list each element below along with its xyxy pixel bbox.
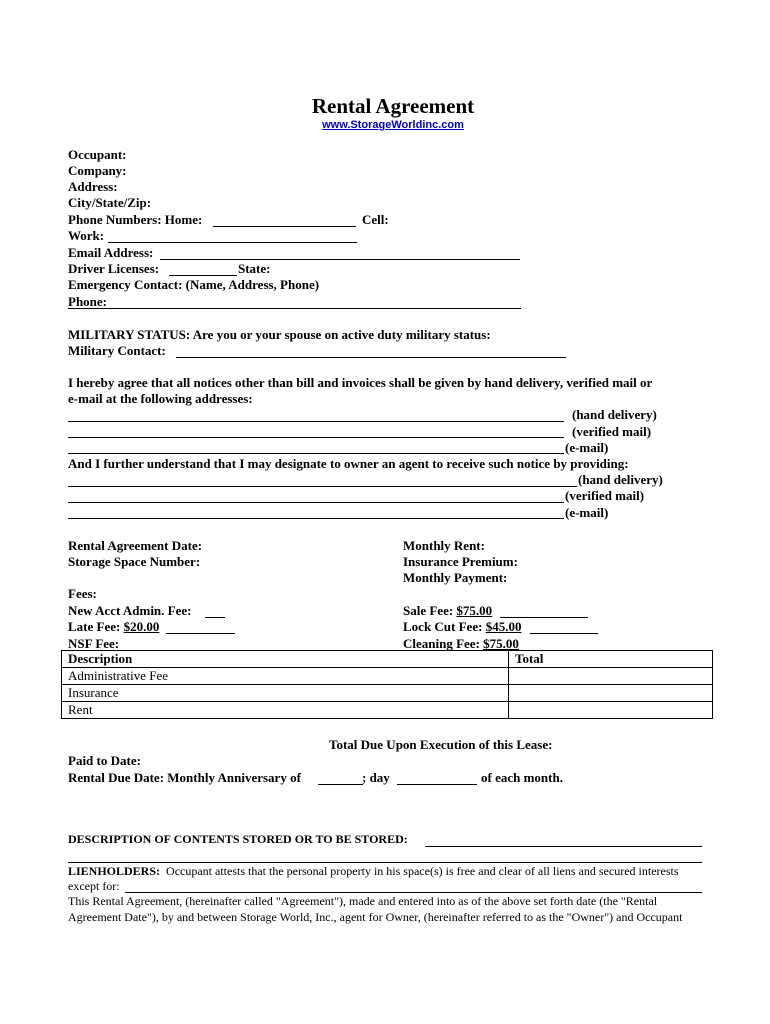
- city-state-zip-label: City/State/Zip:: [68, 195, 152, 210]
- monthly-payment-label: Monthly Payment:: [403, 570, 508, 585]
- row-description: Rent: [62, 702, 509, 719]
- row-description: Administrative Fee: [62, 668, 509, 685]
- sale-fee-value: $75.00: [456, 603, 493, 618]
- email-notice-label: (e-mail): [565, 440, 609, 455]
- occupant-label: Occupant:: [68, 147, 127, 162]
- fees-table: [61, 650, 713, 719]
- sale-fee: [403, 603, 492, 619]
- agent-email-field[interactable]: [68, 518, 564, 519]
- row-total[interactable]: [509, 702, 713, 719]
- agreement-text-line1: This Rental Agreement, (hereinafter called "Agreement"), made and entered into as of the above set forth date (the "Rental: [68, 894, 658, 908]
- phone-home-field[interactable]: [213, 226, 356, 227]
- agent-verified-mail-label: (verified mail): [565, 488, 645, 503]
- late-fee-value: $20.00: [123, 619, 160, 634]
- rental-agreement-date-label: Rental Agreement Date:: [68, 538, 203, 553]
- state-label: State:: [238, 261, 271, 276]
- lienholders-text: [68, 864, 679, 879]
- lock-cut-fee-value: $45.00: [485, 619, 522, 634]
- phone-label: Phone:: [68, 294, 107, 309]
- rental-due-date-prefix: Rental Due Date: Monthly Anniversary of: [68, 770, 301, 785]
- row-total[interactable]: [509, 685, 713, 702]
- total-header: Total: [509, 651, 713, 668]
- admin-fee-label: New Acct Admin. Fee:: [68, 603, 192, 618]
- cleaning-fee-label: Cleaning Fee:: [403, 636, 480, 651]
- table-row: [62, 702, 713, 719]
- fees-title: Fees:: [68, 586, 97, 601]
- lienholders-statement: Occupant attests that the personal property in his space(s) is free and clear of all liens and secured interests: [166, 864, 679, 878]
- anniversary-field[interactable]: [318, 784, 363, 785]
- address-label: Address:: [68, 179, 118, 194]
- hand-delivery-field[interactable]: [68, 421, 564, 422]
- company-label: Company:: [68, 163, 127, 178]
- driver-license-label: Driver Licenses:: [68, 261, 160, 276]
- hand-delivery-label: (hand delivery): [572, 407, 657, 422]
- military-status-label: MILITARY STATUS: Are you or your spouse on active duty military status:: [68, 327, 491, 342]
- email-label: Email Address:: [68, 245, 154, 260]
- work-label: Work:: [68, 228, 105, 243]
- late-fee-label: Late Fee:: [68, 619, 121, 634]
- page-title: Rental Agreement: [311, 94, 475, 118]
- driver-license-field[interactable]: [169, 275, 237, 276]
- table-row: [62, 685, 713, 702]
- late-fee: [68, 619, 159, 635]
- row-total[interactable]: [509, 668, 713, 685]
- total-due-label: Total Due Upon Execution of this Lease:: [329, 737, 553, 752]
- phone-home-label: Phone Numbers: Home:: [68, 212, 203, 227]
- email-notice-field[interactable]: [68, 453, 564, 454]
- agent-hand-delivery-field[interactable]: [68, 486, 577, 487]
- monthly-rent-label: Monthly Rent:: [403, 538, 485, 553]
- military-contact-field[interactable]: [176, 357, 566, 358]
- agent-email-label: (e-mail): [565, 505, 609, 520]
- lock-cut-fee-label: Lock Cut Fee:: [403, 619, 483, 634]
- except-for-label: except for:: [68, 879, 120, 893]
- verified-mail-field[interactable]: [68, 437, 564, 438]
- table-header-row: [62, 651, 713, 668]
- lock-cut-fee: [403, 619, 521, 635]
- nsf-fee-label: NSF Fee:: [68, 636, 120, 651]
- storage-space-number-label: Storage Space Number:: [68, 554, 201, 569]
- lock-cut-fee-line: [530, 633, 598, 634]
- rental-due-date-day: ; day: [362, 770, 390, 785]
- cell-label: Cell:: [362, 212, 389, 227]
- contents-label: DESCRIPTION OF CONTENTS STORED OR TO BE STORED:: [68, 832, 408, 846]
- rental-due-date-suffix: of each month.: [481, 770, 563, 785]
- website-link[interactable]: www.StorageWorldinc.com: [322, 119, 464, 131]
- designate-agent-text: And I further understand that I may designate to owner an agent to receive such notice by providing:: [68, 456, 629, 471]
- sale-fee-label: Sale Fee:: [403, 603, 454, 618]
- except-for-field[interactable]: [125, 892, 702, 893]
- military-contact-label: Military Contact:: [68, 343, 166, 358]
- emergency-contact-label: Emergency Contact: (Name, Address, Phone): [68, 277, 320, 292]
- agent-verified-mail-field[interactable]: [68, 502, 564, 503]
- contents-field[interactable]: [425, 846, 702, 847]
- notice-agreement-line2: e-mail at the following addresses:: [68, 391, 253, 406]
- work-field[interactable]: [108, 242, 357, 243]
- admin-fee-field[interactable]: [205, 617, 225, 618]
- agent-hand-delivery-label: (hand delivery): [578, 472, 663, 487]
- agreement-text-line2: Agreement Date"), by and between Storage World, Inc., agent for Owner, (hereinafter referred to as the "Owner") and Occupant: [68, 910, 683, 924]
- sale-fee-line: [500, 617, 588, 618]
- table-row: [62, 668, 713, 685]
- row-description: Insurance: [62, 685, 509, 702]
- late-fee-line: [166, 633, 235, 634]
- cleaning-fee-value: $75.00: [483, 636, 519, 651]
- notice-agreement-line1: I hereby agree that all notices other than bill and invoices shall be given by hand delivery, verified mail or: [68, 375, 653, 390]
- due-day-field[interactable]: [397, 784, 477, 785]
- contents-field-2[interactable]: [68, 862, 702, 863]
- description-header: Description: [62, 651, 509, 668]
- paid-to-date-label: Paid to Date:: [68, 753, 141, 768]
- verified-mail-label: (verified mail): [572, 424, 652, 439]
- insurance-premium-label: Insurance Premium:: [403, 554, 518, 569]
- phone-field[interactable]: [68, 308, 521, 309]
- lienholders-label: LIENHOLDERS:: [68, 864, 161, 878]
- email-field[interactable]: [160, 259, 520, 260]
